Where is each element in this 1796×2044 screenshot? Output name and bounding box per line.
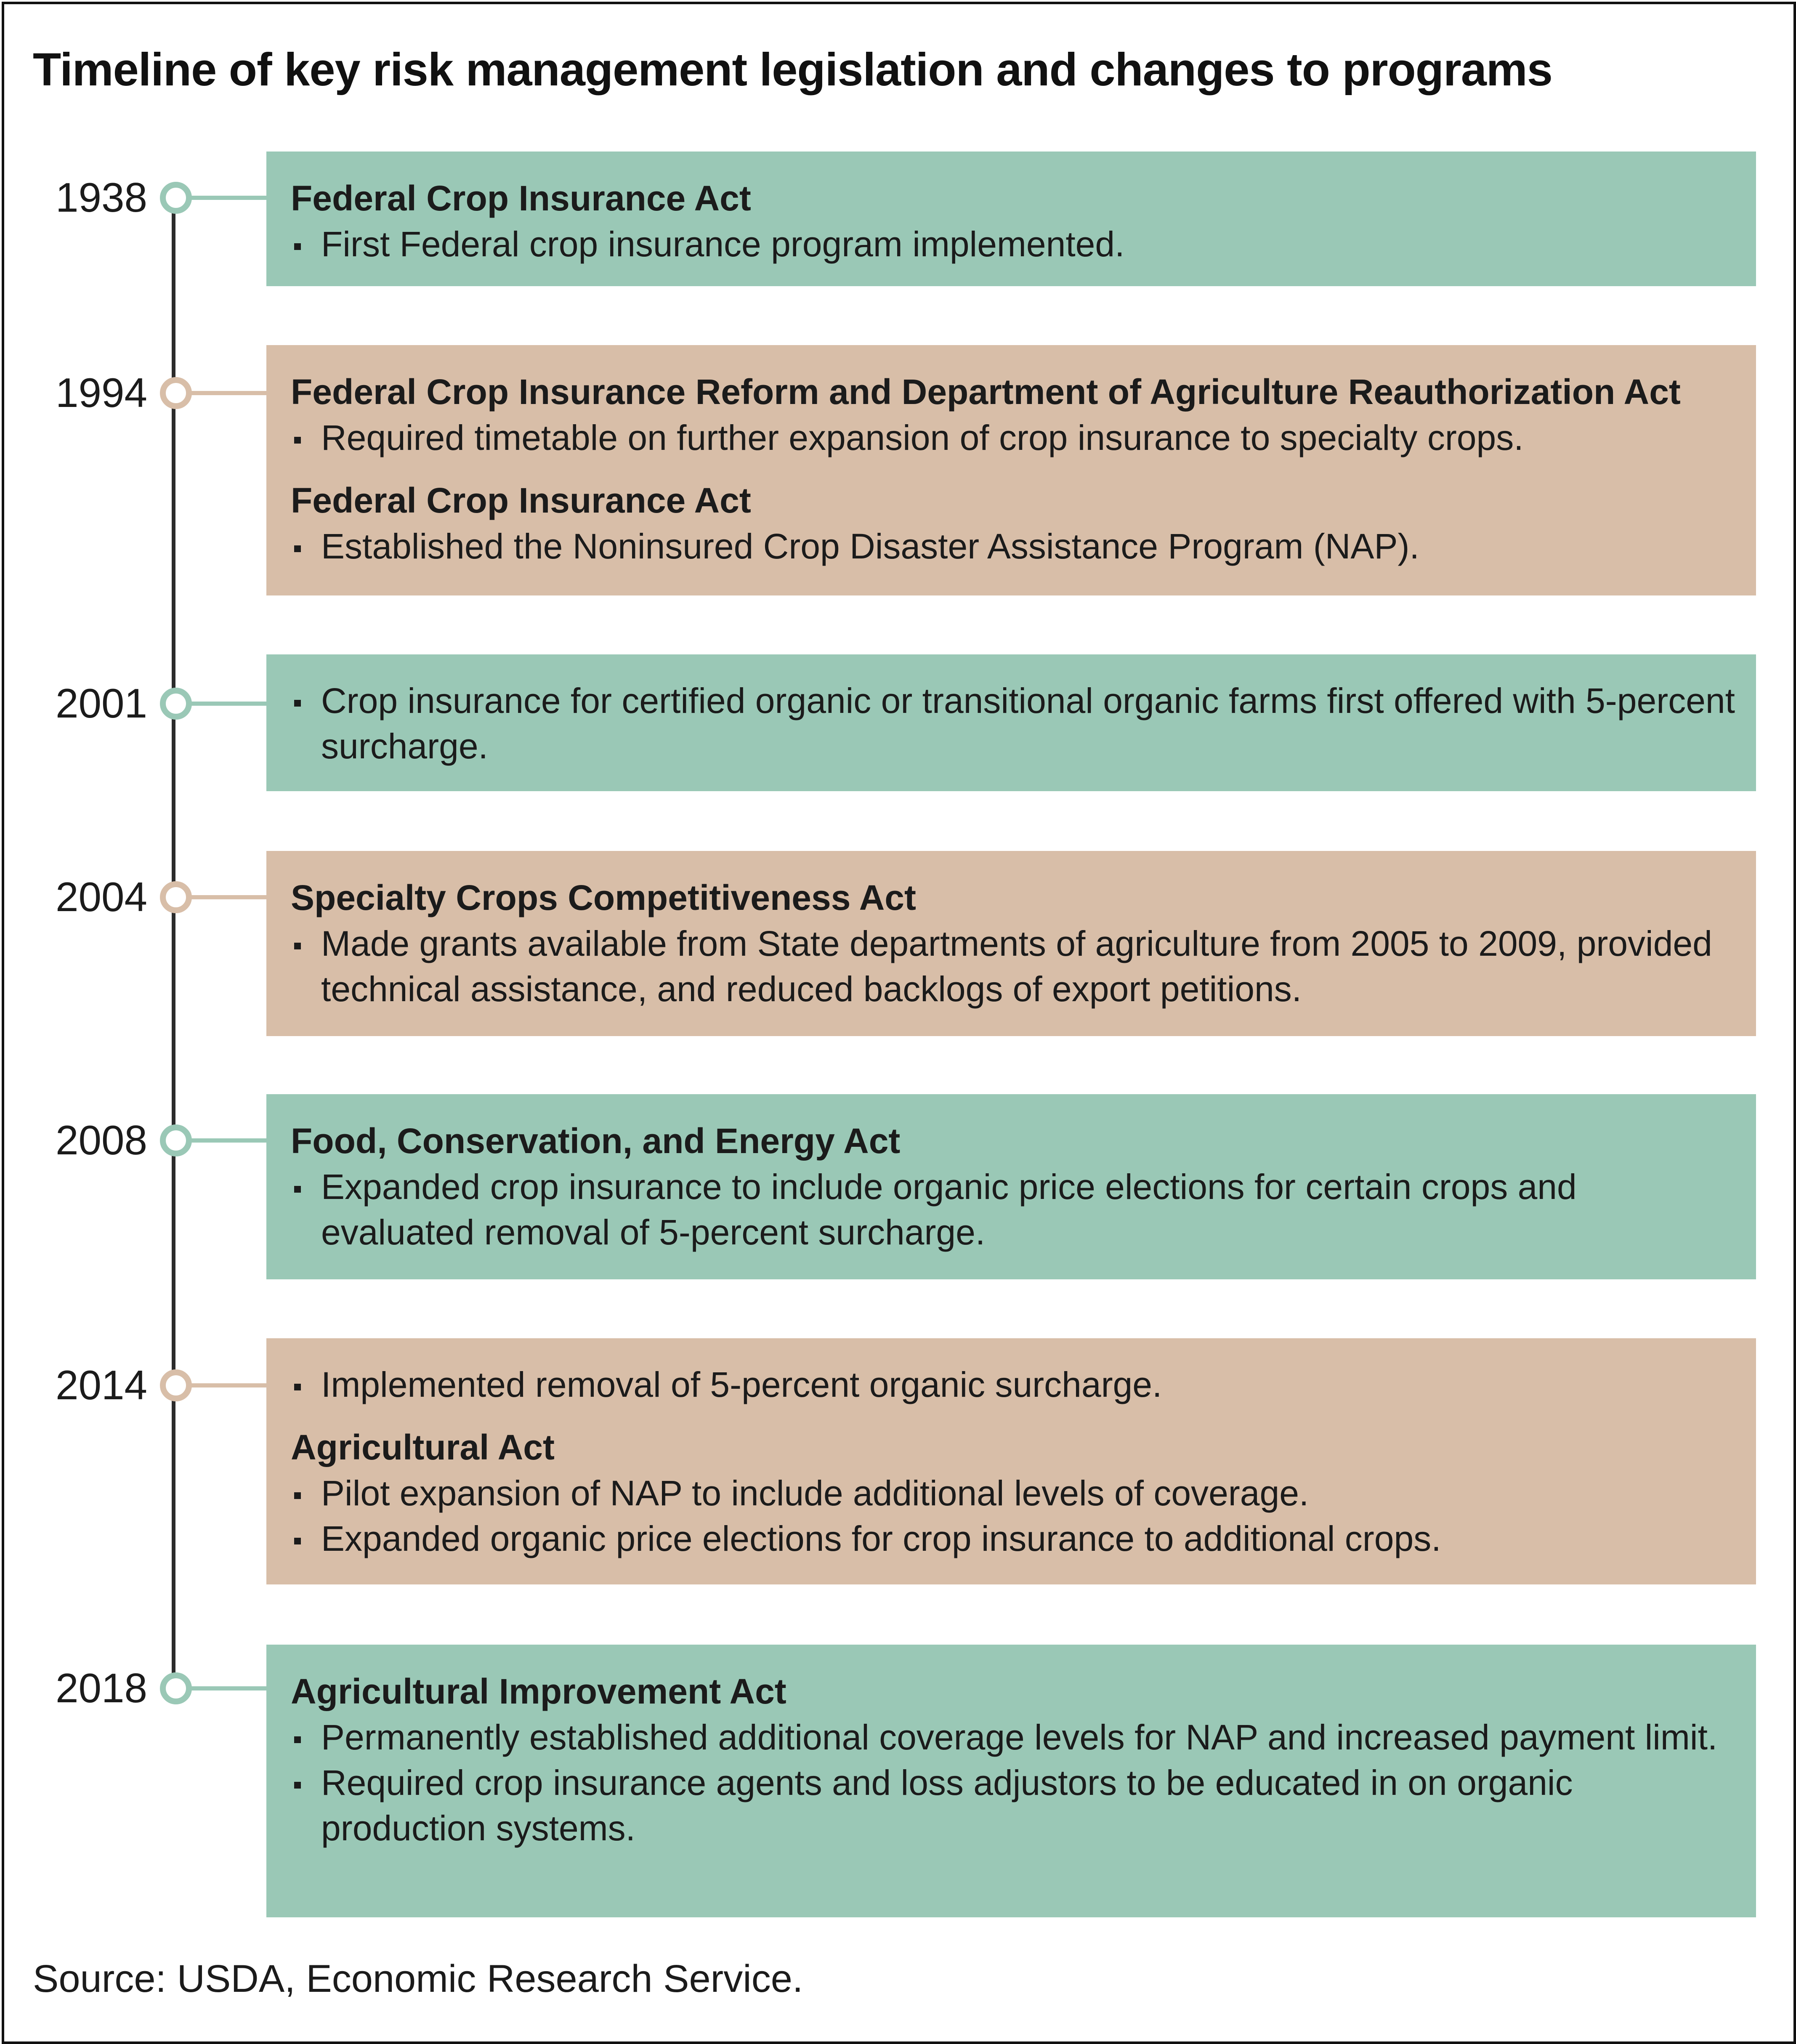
timeline-node <box>160 1672 192 1704</box>
timeline-connector <box>185 702 269 706</box>
timeline-event-box <box>266 851 1756 1036</box>
timeline-event-box <box>266 345 1756 595</box>
event-bullet: Permanently established additional coverage levels for NAP and increased payment limit. <box>291 1714 1739 1760</box>
timeline-node <box>160 688 192 720</box>
timeline-year: 2008 <box>55 1117 147 1163</box>
figure-title: Timeline of key risk management legislation and changes to programs <box>33 44 1552 96</box>
event-bullet: First Federal crop insurance program implemented. <box>291 221 1739 267</box>
event-bullet: Implemented removal of 5-percent organic surcharge. <box>291 1362 1739 1407</box>
timeline-node <box>160 182 192 214</box>
timeline-event-box <box>266 152 1756 286</box>
event-bullet: Expanded crop insurance to include organic price elections for certain crops and evaluated removal of 5-percent surcharge. <box>291 1164 1739 1255</box>
timeline-event-box <box>266 1094 1756 1279</box>
event-bullet: Expanded organic price elections for crop insurance to additional crops. <box>291 1516 1739 1561</box>
event-bullet: Pilot expansion of NAP to include additional levels of coverage. <box>291 1470 1739 1516</box>
timeline-node <box>160 377 192 409</box>
event-bullet: Crop insurance for certified organic or transitional organic farms first offered with 5-percent surcharge. <box>291 678 1739 769</box>
timeline-year: 1938 <box>55 174 147 221</box>
figure-frame <box>2 2 1796 2044</box>
timeline-event-box <box>266 654 1756 791</box>
timeline-connector <box>185 895 269 899</box>
act-name: Food, Conservation, and Energy Act <box>291 1121 901 1161</box>
source-note: Source: USDA, Economic Research Service. <box>33 1957 803 2000</box>
act-name: Agricultural Improvement Act <box>291 1672 786 1711</box>
spacer <box>291 1407 1739 1424</box>
timeline-event-box <box>266 1338 1756 1584</box>
timeline-node <box>160 1124 192 1156</box>
timeline-year: 2001 <box>55 680 147 726</box>
act-name: Federal Crop Insurance Act <box>291 481 751 520</box>
timeline-connector <box>185 1138 269 1143</box>
timeline-node <box>160 881 192 913</box>
timeline-year: 1994 <box>55 369 147 416</box>
timeline-axis <box>172 198 175 1688</box>
act-name: Federal Crop Insurance Act <box>291 178 751 218</box>
timeline-connector <box>185 1383 269 1387</box>
event-bullet: Established the Noninsured Crop Disaster Assistance Program (NAP). <box>291 524 1739 569</box>
timeline-year: 2018 <box>55 1665 147 1711</box>
timeline-connector <box>185 196 269 200</box>
act-name: Specialty Crops Competitiveness Act <box>291 878 916 917</box>
timeline-node <box>160 1369 192 1401</box>
event-bullet: Required crop insurance agents and loss adjustors to be educated in on organic production systems. <box>291 1760 1739 1851</box>
act-name: Federal Crop Insurance Reform and Department of Agriculture Reauthorization Act <box>291 372 1681 412</box>
timeline-connector <box>185 391 269 395</box>
act-name: Agricultural Act <box>291 1427 555 1467</box>
timeline-year: 2004 <box>55 874 147 920</box>
spacer <box>291 460 1739 477</box>
timeline-year: 2014 <box>55 1362 147 1408</box>
event-bullet: Required timetable on further expansion of crop insurance to specialty crops. <box>291 415 1739 460</box>
timeline-event-box <box>266 1645 1756 1917</box>
timeline-connector <box>185 1686 269 1690</box>
event-bullet: Made grants available from State departments of agriculture from 2005 to 2009, provided technical assistance, and reduced backlogs of export petitions. <box>291 921 1739 1012</box>
